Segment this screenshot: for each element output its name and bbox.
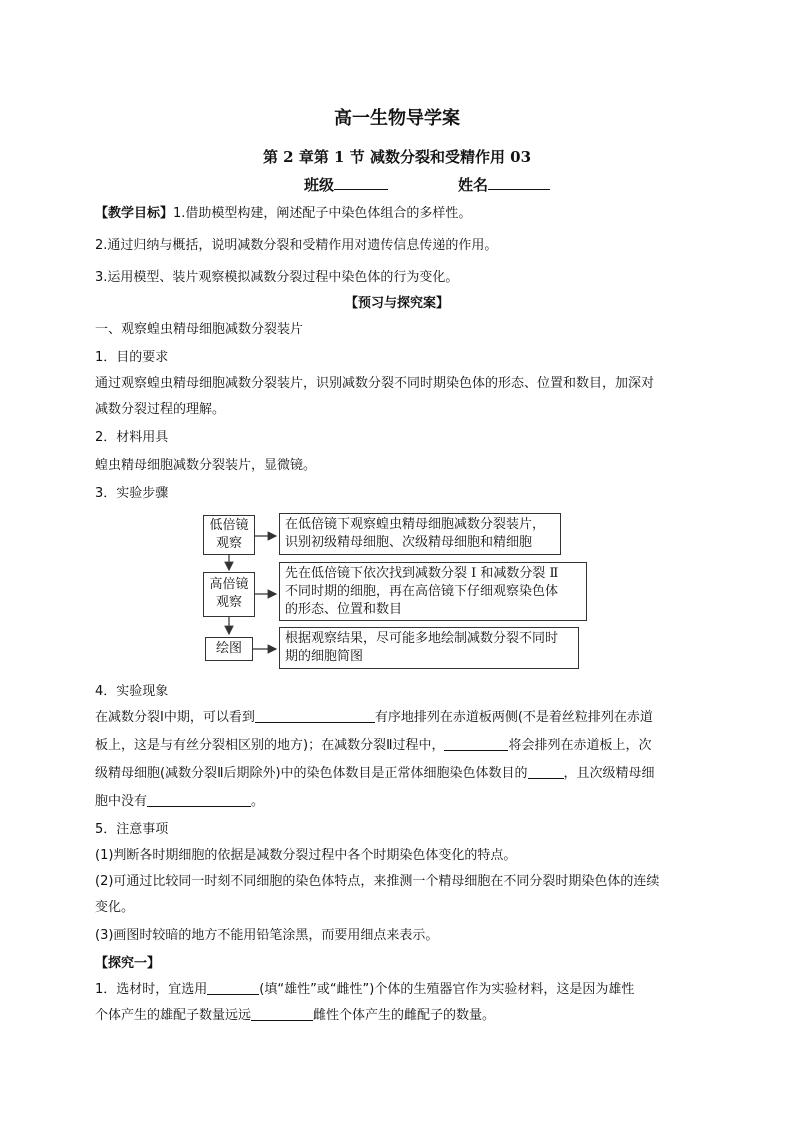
part4-h4: 4．实验现象 bbox=[95, 684, 169, 699]
blank-6[interactable] bbox=[251, 1007, 313, 1021]
part1-title: 一、观察蝗虫精母细胞减数分裂装片 bbox=[95, 322, 304, 337]
part1-p1: 通过观察蝗虫精母细胞减数分裂装片，识别减数分裂不同时期染色体的形态、位置和数目，加深对 bbox=[95, 376, 655, 391]
flow-step3-label: 绘图 bbox=[205, 637, 253, 661]
chapter-subtitle: 第 2 章第 1 节 减数分裂和受精作用 03 bbox=[262, 148, 532, 166]
section-heading: 【预习与探究案】 bbox=[344, 296, 449, 311]
note-1: (1)判断各时期细胞的依据是减数分裂过程中各个时期染色体变化的特点。 bbox=[95, 848, 517, 863]
blank-4[interactable] bbox=[147, 793, 251, 807]
part1-p2: 蝗虫精母细胞减数分裂装片，显微镜。 bbox=[95, 458, 317, 473]
part4-line4: 胞中没有 。 bbox=[95, 794, 265, 809]
blank-5[interactable] bbox=[207, 981, 259, 995]
objective-2: 2.通过归纳与概括，说明减数分裂和受精作用对遗传信息传递的作用。 bbox=[95, 238, 498, 253]
note-2: (2)可通过比较同一时刻不同细胞的染色体特点，来推测一个精母细胞在不同分裂时期染色体的连续 bbox=[95, 874, 660, 889]
blank-1[interactable] bbox=[255, 709, 375, 723]
part1-h1: 1．目的要求 bbox=[95, 350, 169, 365]
objective-3: 3.运用模型、装片观察模拟减数分裂过程中染色体的行为变化。 bbox=[95, 270, 459, 285]
flow-step2-desc: 先在低倍镜下依次找到减数分裂 Ⅰ 和减数分裂 Ⅱ 不同时期的细胞，再在高倍镜下仔细观察染色体 的形态、位置和数目 bbox=[279, 562, 587, 621]
part4-line2: 板上，这是与有丝分裂相区别的地方)；在减数分裂Ⅱ过程中， 将会排列在赤道板上，次 bbox=[95, 738, 652, 753]
blank-3[interactable] bbox=[528, 765, 564, 779]
part1-h3: 3．实验步骤 bbox=[95, 486, 169, 501]
part4-line3: 级精母细胞(减数分裂Ⅱ后期除外)中的染色体数目是正常体细胞染色体数目的 ，且次级精母细 bbox=[95, 766, 655, 781]
blank-2[interactable] bbox=[444, 737, 508, 751]
explore-q1-line1: 1．选材时，宜选用 (填“雄性”或“雌性”)个体的生殖器官作为实验材料，这是因为雄性 bbox=[95, 982, 635, 997]
flow-step1-desc: 在低倍镜下观察蝗虫精母细胞减数分裂装片， 识别初级精母细胞、次级精母细胞和精细胞 bbox=[279, 513, 561, 555]
note-2b: 变化。 bbox=[95, 900, 135, 915]
class-label: 班级 bbox=[304, 176, 335, 194]
flow-step1-label: 低倍镜 观察 bbox=[203, 515, 255, 555]
name-label: 姓名 bbox=[458, 176, 489, 194]
explore-label: 【探究一】 bbox=[95, 956, 161, 971]
part1-h2: 2．材料用具 bbox=[95, 430, 169, 445]
objective-1: 【教学目标】1.借助模型构建，阐述配子中染色体组合的多样性。 bbox=[95, 206, 472, 221]
flow-step2-label: 高倍镜 观察 bbox=[203, 572, 255, 617]
explore-q1-line2: 个体产生的雄配子数量远远 雌性个体产生的雌配子的数量。 bbox=[95, 1008, 496, 1023]
note-3: (3)画图时较暗的地方不能用铅笔涂黑，而要用细点来表示。 bbox=[95, 928, 439, 943]
objectives-label: 【教学目标】 bbox=[95, 206, 174, 221]
part1-p1b: 减数分裂过程的理解。 bbox=[95, 402, 226, 417]
flow-step3-desc: 根据观察结果，尽可能多地绘制减数分裂不同时 期的细胞简图 bbox=[279, 627, 579, 669]
page-title: 高一生物导学案 bbox=[334, 108, 460, 129]
part4-line1: 在减数分裂Ⅰ中期，可以看到 有序地排列在赤道板两侧(不是着丝粒排列在赤道 bbox=[95, 710, 653, 725]
part5-h5: 5．注意事项 bbox=[95, 822, 169, 837]
